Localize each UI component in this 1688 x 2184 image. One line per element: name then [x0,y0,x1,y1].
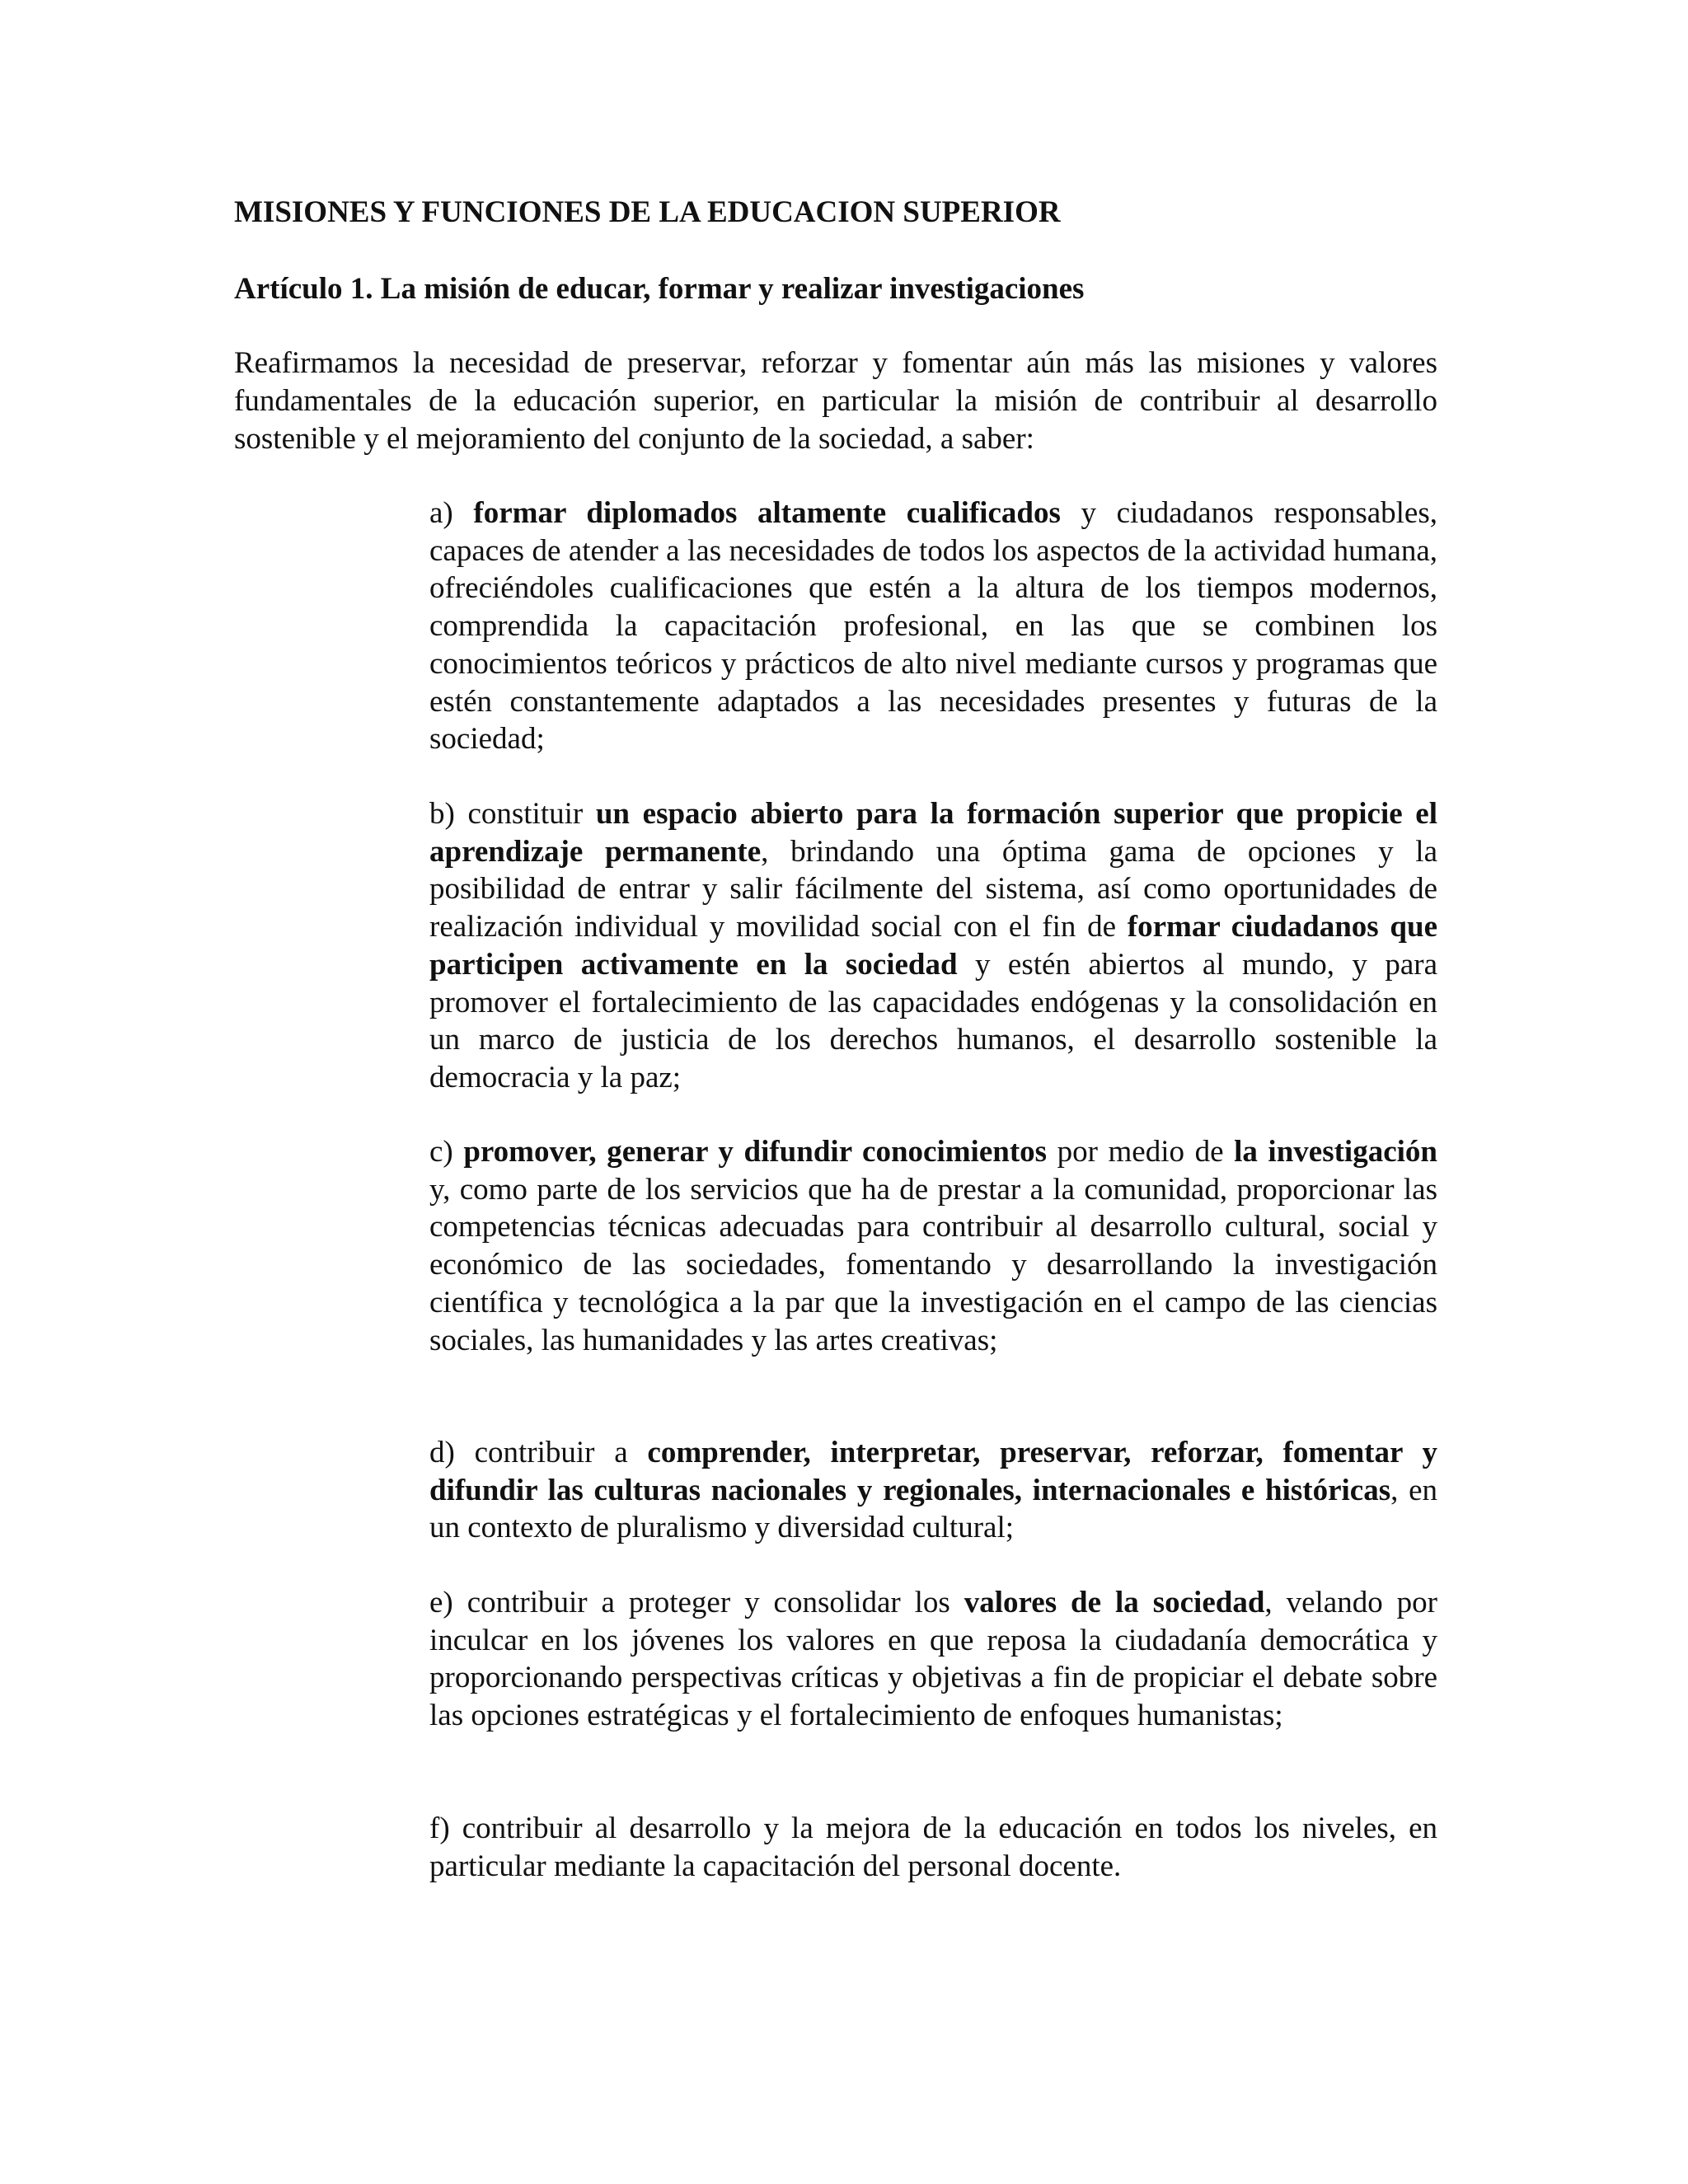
mission-item-a [429,494,1437,758]
mission-item-c [429,1133,1437,1359]
emphasis-text: comprender, interpretar, preservar, reforzar, fomentar y difundir las culturas nacionales y regionales, internacionales e históricas [429,1436,1437,1507]
body-text: , velando por inculcar en los jóvenes los valores en que reposa la ciudadanía democrática y proporcionando perspectivas críticas y objetivas a fin de propiciar el debate sobre las opciones estratégicas y el fortalecimiento de enfoques humanistas; [429,1586,1437,1733]
emphasis-text: promover, generar y difundir conocimientos [463,1135,1048,1169]
article-heading: Artículo 1. La misión de educar, formar y realizar investigaciones [234,272,1085,306]
item-prefix: d) contribuir a [429,1436,648,1469]
emphasis-text: formar diplomados altamente cualificados [473,496,1061,530]
item-text: f) contribuir al desarrollo y la mejora de la educación en todos los niveles, en particular mediante la capacitación del personal docente. [429,1811,1437,1883]
mission-item-e [429,1584,1437,1735]
body-text: y ciudadanos responsables, capaces de atender a las necesidades de todos los aspectos de la actividad humana, ofreciéndoles cualificaciones que estén a la altura de los tiempos modernos, comprendida la capacitación profesional, en las que se combinen los conocimientos teóricos y prácticos de alto nivel mediante cursos y programas que estén constantemente adaptados a las necesidades presentes y futuras de la sociedad; [429,496,1437,757]
body-text: , en un contexto de pluralismo y diversidad cultural; [429,1473,1437,1545]
body-text: por medio de [1047,1135,1235,1169]
mission-item-f [429,1810,1437,1885]
emphasis-text: un espacio abierto para la formación superior que propicie el aprendizaje permanente [429,797,1437,869]
intro-paragraph: Reafirmamos la necesidad de preservar, reforzar y fomentar aún más las misiones y valores fundamentales de la educación superior, en particular la misión de contribuir al desarrollo sostenible y el mejoramiento del conjunto de la sociedad, a saber: [234,346,1437,456]
body-text: y, como parte de los servicios que ha de prestar a la comunidad, proporcionar las competencias técnicas adecuadas para contribuir al desarrollo cultural, social y económico de las sociedades, fomentando y desarrollando la investigación científica y tecnológica a la par que la investigación en el campo de las ciencias sociales, las humanidades y las artes creativas; [429,1172,1437,1357]
emphasis-text: formar ciudadanos que participen activamente en la sociedad [429,910,1437,982]
item-prefix: b) constituir [429,797,596,831]
item-prefix: c) [429,1135,464,1169]
emphasis-text: la investigación [1234,1135,1437,1169]
mission-item-b [429,795,1437,1097]
emphasis-text: valores de la sociedad [964,1586,1265,1619]
body-text: y estén abiertos al mundo, y para promover el fortalecimiento de las capacidades endógenas y la consolidación en un marco de justicia de los derechos humanos, el desarrollo sostenible la democracia y la paz; [429,947,1437,1094]
mission-item-d [429,1434,1437,1547]
body-text: , brindando una óptima gama de opciones y la posibilidad de entrar y salir fácilmente del sistema, así como oportunidades de realización individual y movilidad social con el fin de [429,834,1437,944]
document-title: MISIONES Y FUNCIONES DE LA EDUCACION SUPERIOR [234,195,1061,229]
item-prefix: a) [429,496,474,530]
item-prefix: e) contribuir a proteger y consolidar los [429,1586,964,1619]
